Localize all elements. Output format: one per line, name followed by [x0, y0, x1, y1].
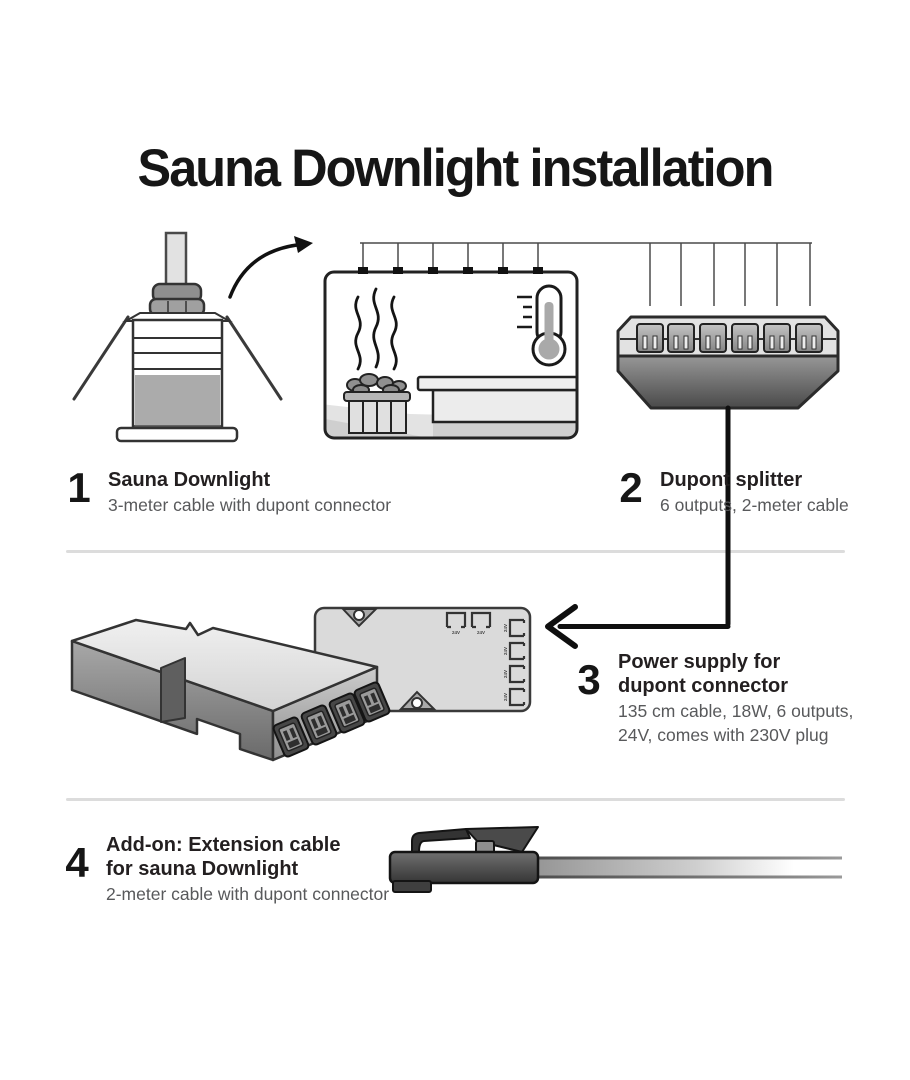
step-2-description: 6 outputs, 2-meter cable — [660, 495, 849, 515]
step-3-title: Power supply for dupont connector — [618, 651, 788, 697]
step-4-caption — [62, 833, 389, 906]
svg-text:24V: 24V — [503, 692, 508, 702]
page-title: Sauna Downlight installation — [137, 139, 773, 198]
step-3-description: 135 cm cable, 18W, 6 outputs, 24V, comes with 230V plug — [618, 701, 854, 745]
step-1-caption — [64, 464, 392, 517]
dupont-splitter-illustration — [618, 317, 838, 408]
step-3-number: 3 — [577, 656, 601, 703]
step-2-caption — [616, 464, 849, 517]
curved-arrow-icon — [230, 236, 313, 297]
step-4-number: 4 — [65, 839, 89, 886]
sauna-room-illustration — [320, 267, 583, 440]
step-1-number: 1 — [67, 464, 91, 511]
power-cable-arrow — [548, 408, 728, 646]
step-4-title: Add-on: Extension cable for sauna Downlight — [106, 834, 341, 880]
svg-text:24V: 24V — [451, 630, 461, 635]
plug-latch — [412, 829, 470, 852]
svg-text:24V: 24V — [503, 623, 508, 633]
extension-cable-illustration — [390, 827, 842, 892]
step-3-caption — [574, 650, 853, 747]
step-1-description: 3-meter cable with dupont connector — [108, 495, 392, 515]
spring-clip-left — [74, 317, 128, 399]
sauna-bench-lower — [433, 390, 583, 422]
psu-recess-slot — [161, 658, 185, 722]
spring-clip-right — [227, 317, 281, 399]
downlight-cable — [166, 233, 186, 286]
step-1-title: Sauna Downlight — [108, 469, 271, 491]
svg-text:24V: 24V — [503, 669, 508, 679]
svg-text:24V: 24V — [476, 630, 486, 635]
sauna-bench-upper — [418, 377, 583, 390]
step-4-description: 2-meter cable with dupont connector — [106, 884, 390, 904]
sauna-heater — [344, 374, 410, 433]
step-2-number: 2 — [619, 464, 643, 511]
step-2-title: Dupont splitter — [660, 469, 803, 491]
extension-plug — [390, 852, 538, 883]
splitter-body — [618, 356, 838, 408]
extension-cable-wire — [520, 858, 842, 877]
svg-text:24V: 24V — [503, 646, 508, 656]
downlight-body — [117, 320, 237, 441]
